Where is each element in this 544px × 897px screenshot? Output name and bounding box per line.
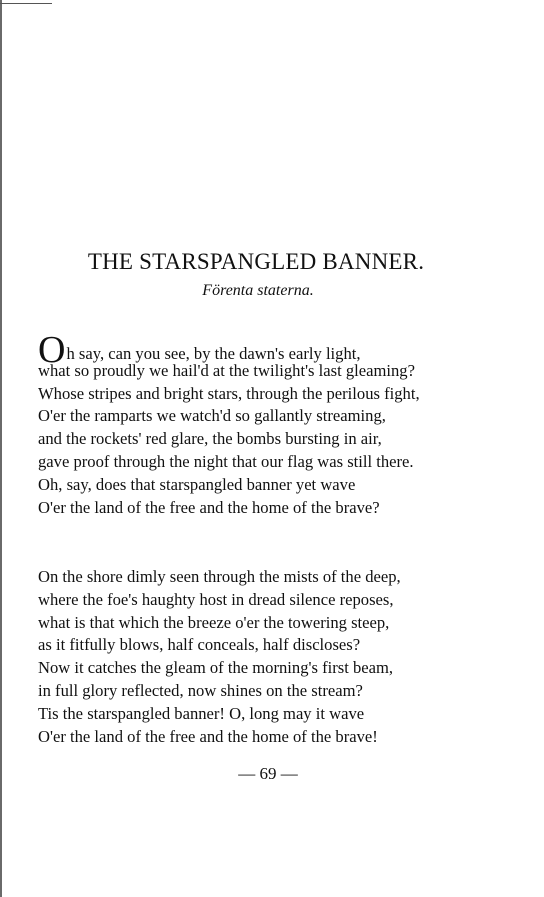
verse-line: O'er the ramparts we watch'd so gallantly streaming, [38,406,386,426]
verse-line: Now it catches the gleam of the morning's first beam, [38,658,394,678]
stanza-2 [38,566,488,748]
page-edge [0,0,2,897]
verse-line: O'er the land of the free and the home of the brave! [38,726,378,746]
verse-line: Oh, say, does that starspangled banner yet wave [38,474,356,494]
verse-line: Whose stripes and bright stars, through the perilous fight, [38,383,420,403]
page-title: THE STARSPANGLED BANNER. [87,249,425,274]
top-rule [0,3,52,4]
page-number: — 69 — [238,764,298,783]
stanza-1 [38,329,488,519]
verse-line: Tis the starspangled banner! O, long may it wave [38,703,365,723]
verse-line: as it fitfully blows, half conceals, half discloses? [38,635,361,655]
verse-line: On the shore dimly seen through the mists of the deep, [38,567,401,586]
verse-line: what so proudly we hail'd at the twilight's last gleaming? [38,360,415,380]
verse-line: in full glory reflected, now shines on the stream? [38,680,363,700]
verse-line: O'er the land of the free and the home of the brave? [38,497,380,517]
drop-cap: O [38,329,66,371]
verse-line: gave proof through the night that our flag was still there. [38,451,414,471]
verse-line: what is that which the breeze o'er the towering steep, [38,612,390,632]
verse-line: where the foe's haughty host in dread silence reposes, [38,589,394,609]
page-subtitle: Förenta staterna. [202,282,314,299]
verse-line-text: h say, can you see, by the dawn's early light, [66,344,361,363]
verse-line: and the rockets' red glare, the bombs bursting in air, [38,429,382,449]
